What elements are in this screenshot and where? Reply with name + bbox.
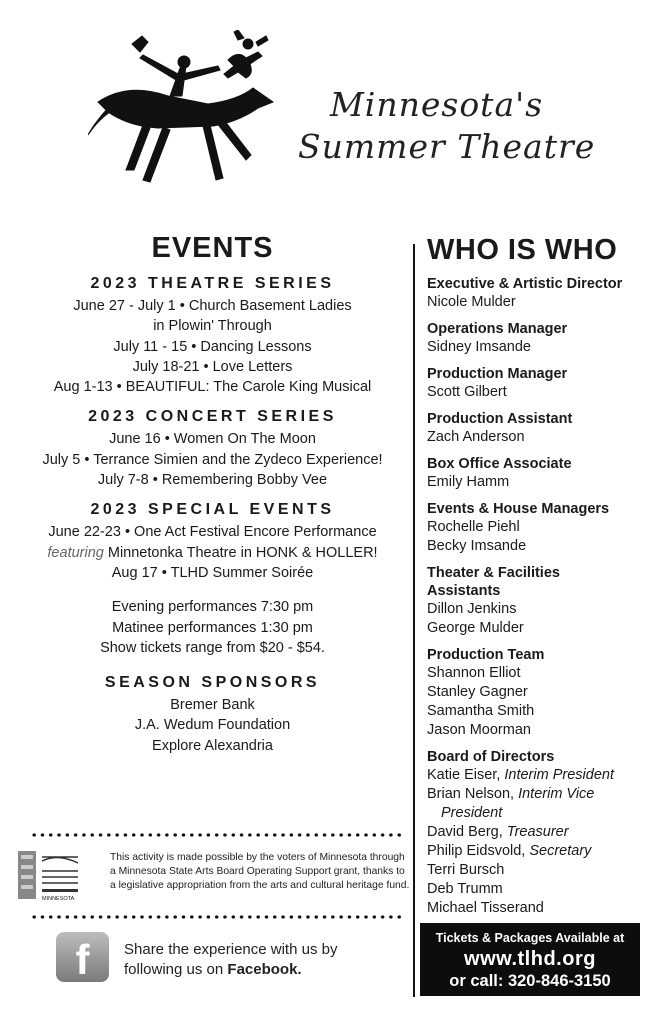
staff-name: George Mulder: [427, 620, 524, 636]
sponsor-name: Explore Alexandria: [152, 737, 273, 754]
social-share-text: Share the experience with us by following us on Facebook.: [124, 941, 338, 978]
staff-name: Becky Imsande: [427, 538, 527, 554]
theatre-event: July 18-21 • Love Letters: [132, 358, 293, 375]
staff-name: Emily Hamm: [427, 474, 510, 490]
board-member: Katie Eiser, Interim President: [427, 767, 614, 783]
dotted-rule: [30, 832, 402, 838]
events-heading: EVENTS: [151, 232, 274, 264]
staff-name: Jason Moorman: [427, 722, 531, 738]
staff-name: Rochelle Piehl: [427, 519, 520, 535]
theatre-event: July 11 - 15 • Dancing Lessons: [113, 338, 312, 355]
board-member: Michael Tisserand: [427, 900, 544, 916]
role-title: Theater & Facilities: [427, 565, 560, 581]
theatre-event: June 27 - July 1 • Church Basement Ladies: [73, 298, 352, 314]
sponsors-title: SEASON SPONSORS: [104, 674, 321, 692]
board-title: Board of Directors: [427, 749, 555, 765]
special-event: [30, 543, 395, 563]
board-member: Brian Nelson, Interim Vice: [427, 786, 595, 802]
special-event: June 22-23 • One Act Festival Encore Performance: [48, 524, 377, 541]
staff-name: Dillon Jenkins: [427, 601, 517, 617]
concert-event: June 16 • Women On The Moon: [109, 431, 316, 448]
theatre-event: in Plowin' Through: [153, 318, 272, 335]
staff-name: Nicole Mulder: [427, 294, 516, 310]
concert-event: July 7-8 • Remembering Bobby Vee: [97, 472, 328, 489]
role-title: Box Office Associate: [427, 456, 572, 472]
tickets-box: [420, 923, 640, 996]
role-title: Production Team: [427, 647, 545, 663]
concert-event: July 5 • Terrance Simien and the Zydeco Experience!: [42, 451, 383, 468]
role-title: Operations Manager: [427, 321, 568, 337]
tickets-caption: Tickets & Packages Available at: [435, 931, 625, 945]
title-line-1: Minnesota's: [330, 85, 544, 124]
website-link[interactable]: www.tlhd.org: [464, 948, 596, 970]
concert-series-title: 2023 CONCERT SERIES: [88, 408, 337, 426]
board-member: David Berg, Treasurer: [427, 824, 569, 840]
staff-name: Stanley Gagner: [427, 684, 528, 700]
role-title: Events & House Managers: [427, 501, 610, 517]
events-column: [30, 232, 395, 756]
role-title: Production Assistant: [427, 411, 573, 427]
role-title: Executive & Artistic Director: [427, 276, 623, 292]
role-title: Production Manager: [427, 366, 568, 382]
sponsor-name: J.A. Wedum Foundation: [134, 717, 291, 734]
arts-board-logos: [18, 851, 88, 906]
board-member-role-cont: President: [441, 805, 503, 821]
column-divider: [413, 244, 415, 997]
special-events-title: 2023 SPECIAL EVENTS: [90, 501, 335, 519]
theatre-series-title: 2023 THEATRE SERIES: [90, 275, 335, 292]
featuring-label: featuring: [47, 544, 104, 561]
performance-info: Evening performances 7:30 pm: [111, 599, 314, 616]
staff-name: Zach Anderson: [427, 429, 525, 445]
staff-name: Sidney Imsande: [427, 339, 531, 355]
facebook-link[interactable]: Facebook.: [227, 961, 302, 978]
theatre-logo: [88, 30, 288, 195]
phone-number: or call: 320-846-3150: [449, 972, 611, 990]
board-member: Deb Trumm: [427, 881, 503, 897]
sponsor-name: Bremer Bank: [170, 697, 255, 714]
performance-info: Show tickets range from $20 - $54.: [100, 639, 325, 656]
theatre-event: Aug 1-13 • BEAUTIFUL: The Carole King Musical: [53, 379, 372, 396]
who-is-who-column: [427, 234, 652, 918]
board-member: Philip Eidsvold, Secretary: [427, 843, 592, 859]
dotted-rule: [30, 914, 402, 920]
who-heading: WHO IS WHO: [427, 234, 618, 266]
special-event: Aug 17 • TLHD Summer Soirée: [111, 564, 314, 581]
title-line-2: Summer Theatre: [298, 127, 596, 166]
facebook-icon[interactable]: f: [56, 932, 109, 982]
grant-notice: This activity is made possible by the voters of Minnesota through a Minnesota State Arts Board Operating Support grant, thanks to a legislative appropriation from the arts and cultural heritage fund.: [110, 852, 410, 891]
performance-info: Matinee performances 1:30 pm: [112, 619, 313, 636]
featuring-text: Minnetonka Theatre in HONK & HOLLER!: [103, 544, 378, 561]
arts-board-logo-text: MINNESOTA: [42, 896, 75, 902]
board-member: Terri Bursch: [427, 862, 505, 878]
staff-name: Scott Gilbert: [427, 384, 507, 400]
staff-name: Samantha Smith: [427, 703, 535, 719]
role-title-cont: Assistants: [427, 583, 501, 599]
staff-name: Shannon Elliot: [427, 665, 521, 681]
